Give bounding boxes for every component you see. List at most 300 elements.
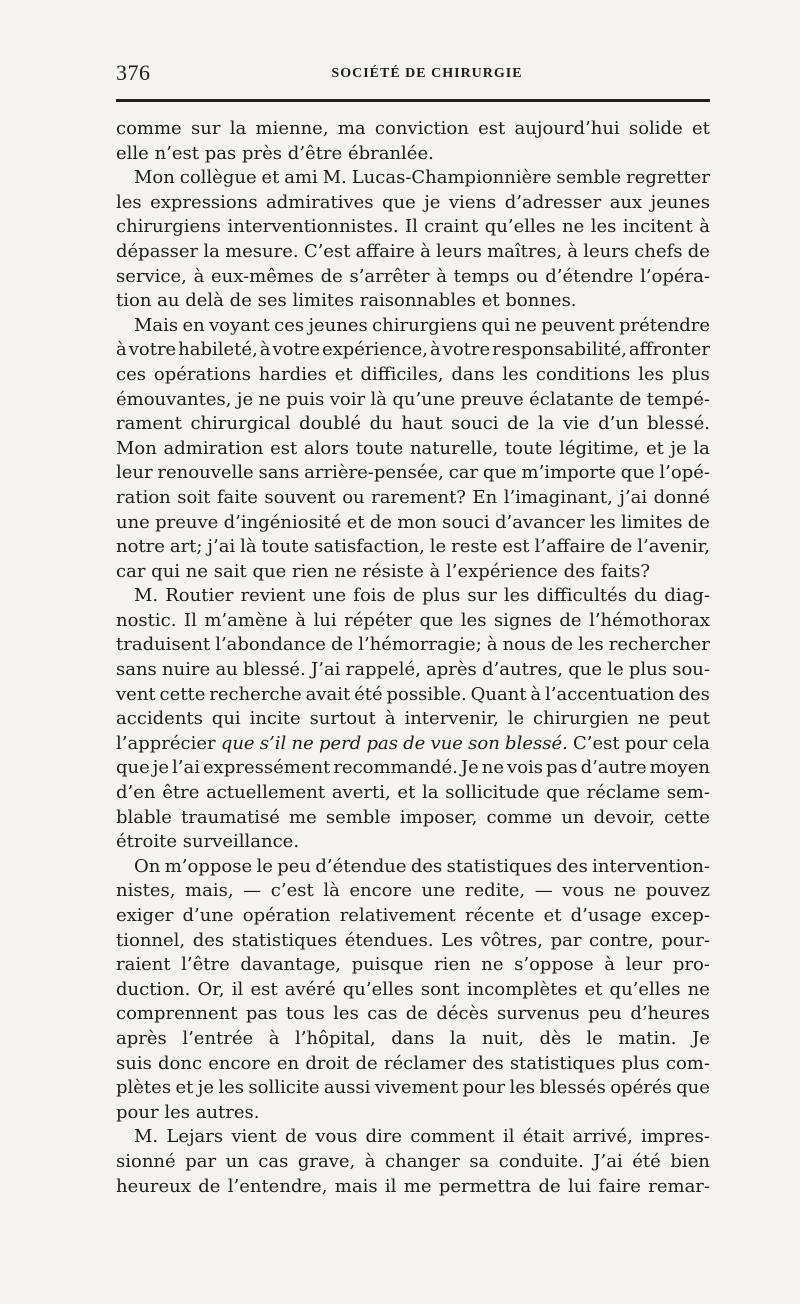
word: affaire [355,240,415,262]
word: encore [208,1052,271,1074]
word: blessé. [647,413,710,435]
word: difficultés [536,585,628,607]
text-line [116,756,710,781]
text-line [116,338,710,363]
word: le [607,659,624,681]
word: qui [211,708,241,730]
word: toute [504,437,553,459]
word: blessé. [505,732,568,754]
word: pas [245,1003,278,1025]
word: de [369,511,393,533]
word: vôtres, [480,929,543,951]
word: que [116,757,150,779]
word: que [381,191,416,213]
word: à [268,1027,280,1049]
word: On [134,855,161,877]
text-line [116,437,710,462]
word: que [419,609,454,631]
text-line [116,215,710,240]
word: par [550,929,582,951]
word: prétendre [618,314,710,336]
word: service, [116,265,187,287]
word: aujourd’hui [514,118,620,139]
word: faits? [600,560,651,582]
word: grave, [297,1150,356,1172]
word: bonnes. [505,290,577,312]
word: me [289,806,317,828]
word: vois [507,757,544,779]
word: à [364,1150,376,1172]
text-line [116,830,710,855]
word: ne [514,314,537,336]
word: votre [128,339,177,361]
word: les [503,585,530,607]
word: est [270,437,298,459]
word: vent [116,683,156,705]
word: leur [625,954,663,976]
word: les [116,191,142,213]
word: me [403,1175,432,1197]
word: chefs [634,240,683,262]
word: expérience, [321,339,428,361]
word: les [218,1077,245,1099]
word: Lejars [166,1126,224,1148]
word: admiration [163,437,264,459]
word: de [550,634,574,656]
text-line [116,412,710,437]
word: sollicitude [445,782,540,804]
word: et [334,363,353,385]
word: jeunes [650,191,710,213]
word: m’importe [521,462,616,484]
word: ne [291,732,314,754]
word: qui [151,560,181,582]
word: suis [116,1052,152,1074]
text-line [116,1101,710,1126]
word: opération [242,905,331,926]
word: matin. [618,1027,677,1049]
word: je [152,757,170,779]
word: la [203,240,220,262]
word: les [578,634,604,656]
word: Je [460,757,479,779]
word: chirurgiens [116,216,221,238]
word: des [472,1052,504,1074]
word: incomplètes [466,978,578,1000]
word: sans [258,462,300,484]
word: comment [410,1126,495,1148]
word: d’être [287,142,343,164]
word: du [369,413,393,435]
word: de [619,388,642,410]
word: cette [159,683,206,705]
word: leur [116,462,153,484]
text-line [116,289,710,314]
word: opérés [610,1077,672,1099]
word: la [693,437,710,459]
word: décès [436,1003,489,1025]
word: le [586,1027,603,1049]
word: rament [116,413,182,435]
word: leurs [436,240,482,262]
word: ma [337,118,366,139]
word: l’apprécier [116,732,216,754]
word: pas [366,732,398,754]
word: rechercher [608,634,710,656]
word: que [568,659,603,681]
word: un [225,1150,249,1172]
word: à [530,683,542,705]
word: cas [367,1003,398,1025]
word: Mais [134,314,179,336]
text-line [116,855,710,880]
word: des [678,683,710,705]
text-line [116,1002,710,1027]
word: craint [424,216,479,238]
word: au [157,290,180,312]
word: s’il [259,732,287,754]
word: incitent [622,216,693,238]
header-rule [116,99,710,102]
word: ne [562,216,585,238]
word: peu [277,855,311,877]
word: plus [628,659,668,681]
word: des [556,855,588,877]
running-head [116,58,710,88]
body-text [116,117,710,1199]
word: et [397,782,416,804]
word: que [620,462,655,484]
word: et [645,437,664,459]
word: de [610,536,633,558]
word: — [534,880,553,902]
word: je [670,437,687,459]
text-line [116,461,710,486]
word: chirurgical [190,413,291,435]
word: jeunes [308,314,368,336]
word: d’une [182,905,234,926]
word: à [295,609,307,631]
word: Lucas-Championnière [351,167,552,189]
text-line [116,1175,710,1200]
word: après [426,659,477,681]
word: vue [430,732,463,754]
word: maîtres, [487,240,563,262]
text-line [116,535,710,560]
word: aux [609,191,643,213]
word: Mon [116,437,157,459]
word: sans [116,659,157,681]
word: cela [672,732,710,754]
word: pour [116,1101,159,1123]
word: l’affaire [534,536,606,558]
word: raient [116,954,171,976]
word: M. [134,1126,159,1148]
word: contre, [588,929,654,951]
word: pouvez [645,880,710,902]
word: l’imaginant, [503,486,613,508]
word: regretter [626,167,710,189]
word: la [537,413,555,435]
word: l’avenir, [637,536,710,558]
word: en [182,314,205,336]
word: interventionnistes. [227,216,399,238]
word: votre [442,339,491,361]
word: rien [292,560,329,582]
word: ne [185,560,209,582]
word: il [231,978,244,1000]
word: statistiques [509,1052,616,1074]
word: était [522,1126,565,1148]
word: M. [134,585,159,607]
text-line [116,806,710,831]
word: été [354,683,383,705]
word: voir [329,388,366,410]
word: m’amène [204,609,288,631]
word: collègue [179,167,257,189]
word: cette [664,806,710,828]
word: la [229,118,247,139]
word: revient [240,585,306,607]
word: nous [502,634,546,656]
word: de [392,585,416,607]
word: de [330,634,354,656]
word: les [509,1077,536,1099]
text-line [116,1150,710,1175]
word: réclame [586,782,661,804]
word: qu’une [392,388,456,410]
word: Mon [134,167,175,189]
word: près [242,142,283,164]
word: habileté, [178,339,258,361]
word: en [276,1052,300,1074]
word: Il [404,216,418,238]
word: fois [353,585,386,607]
word: étroite [116,831,177,853]
word: la [422,782,439,804]
word: au [215,659,238,681]
word: le [256,855,273,877]
word: et [175,1077,194,1099]
word: delà [185,290,224,312]
word: sur [191,118,221,139]
word: sollicite [248,1077,320,1099]
word: plus [671,363,710,385]
word: notre [116,536,165,558]
word: à [429,560,441,582]
word: je [197,1077,214,1099]
word: exiger [116,905,174,926]
word: mais, [185,880,234,902]
word: les [164,1101,190,1123]
word: une [421,880,456,902]
word: peu [588,1003,622,1025]
word: sait [213,560,247,582]
word: être [162,782,200,804]
word: relativement [339,905,456,926]
word: l’hôpital, [295,1027,376,1049]
word: qui [481,314,511,336]
word: résiste [362,560,424,582]
word: recherche [209,683,302,705]
word: souvent [264,486,336,508]
word: J’ai [593,1150,623,1172]
text-line [116,781,710,806]
word: de [687,511,710,533]
word: excep- [650,905,710,926]
word: remar- [648,1175,710,1197]
word: que [220,732,255,754]
word: les [638,363,664,385]
word: rien [434,954,471,976]
word: émouvantes, [116,388,232,410]
word: alors [303,437,350,459]
word: recommandé. [333,757,458,779]
word: d’étendre [545,265,634,287]
word: que [252,560,287,582]
text-line [116,1052,710,1077]
word: surtout [309,708,376,730]
page-number: 376 [116,60,151,85]
word: intervenir, [404,708,499,730]
word: réclamer [383,1052,467,1074]
word: averti, [331,782,391,804]
word: à [429,339,441,361]
word: opérations [153,363,251,385]
word: à [567,240,579,262]
word: et [692,118,710,139]
word: de [559,609,582,631]
word: expressions [150,191,258,213]
word: faite [216,486,258,508]
word: est [250,978,278,1000]
word: nuire [162,659,211,681]
word: statistiques [231,929,338,951]
word: d’heures [630,1003,710,1025]
word: étendues. [344,929,434,951]
word: difficiles, [360,363,444,385]
word: l’hémorragie; [358,634,482,656]
word: survenus [496,1003,580,1025]
word: je [424,191,441,213]
word: satisfaction, [314,536,425,558]
word: arrière-pensée, [304,462,444,484]
word: je [236,388,254,410]
word: sur [467,585,497,607]
word: lui [568,1175,592,1197]
word: à [116,339,127,361]
word: souci [451,413,499,435]
word: est [478,118,506,139]
word: tionnel, [116,929,186,951]
word: conviction [374,118,469,139]
word: des [563,560,595,582]
word: pas [204,142,237,164]
word: rappelé, [345,659,421,681]
word: nostic. [116,609,177,631]
word: avait [305,683,351,705]
text-line [116,904,710,929]
word: les [502,363,529,385]
word: ne [258,388,281,410]
text-line [116,363,710,388]
word: à [259,339,271,361]
word: l’accentuation [544,683,675,705]
text-line [116,1027,710,1052]
word: vivement [374,1077,459,1099]
word: l’opéra- [640,265,710,287]
word: leurs [583,240,630,262]
word: signes [493,609,552,631]
word: d’ingéniosité [223,511,342,533]
word: vie [562,413,590,435]
word: plus [422,585,461,607]
word: d’adresser [504,191,602,213]
word: là [240,536,257,558]
word: à [420,240,431,262]
word: blable [116,806,172,828]
word: ébranlée. [347,142,434,164]
word: toute [261,536,310,558]
word: intervention- [592,855,710,877]
word: imposer, [399,806,478,828]
word: diag- [664,585,710,607]
word: pour [462,1077,506,1099]
word: ne [334,560,357,582]
word: mesure. [225,240,299,262]
word: c’est [270,880,314,902]
word: incite [249,708,301,730]
word: ou [516,265,539,287]
word: de [405,1003,428,1025]
word: vient [231,1126,277,1148]
word: renouvelle [157,462,254,484]
text-line [116,879,710,904]
word: des [410,855,443,877]
word: semble [325,806,391,828]
word: affronter [628,339,710,361]
word: donc [158,1052,203,1074]
word: car [448,462,479,484]
word: art; [169,536,203,558]
word: n’est [154,142,200,164]
word: et [481,290,500,312]
text-line [116,732,710,757]
word: de [538,1175,561,1197]
word: impres- [641,1126,710,1148]
word: blessés [539,1077,606,1099]
word: eux-mêmes [211,265,314,287]
word: m’oppose [164,855,253,877]
word: changer [385,1150,460,1172]
word: comme [486,806,553,828]
word: les [333,1003,359,1025]
word: que [676,1077,710,1099]
text-line [116,978,710,1003]
word: là [323,880,340,902]
word: peuvent [541,314,615,336]
word: donné [653,486,710,508]
word: avéré [284,978,336,1000]
word: soit [177,486,211,508]
word: comme [116,118,182,139]
word: à [699,216,710,238]
text-line [116,1076,710,1101]
word: permettra [438,1175,532,1197]
word: une [116,511,150,533]
word: nuit, [481,1027,524,1049]
word: aussi [323,1077,371,1099]
